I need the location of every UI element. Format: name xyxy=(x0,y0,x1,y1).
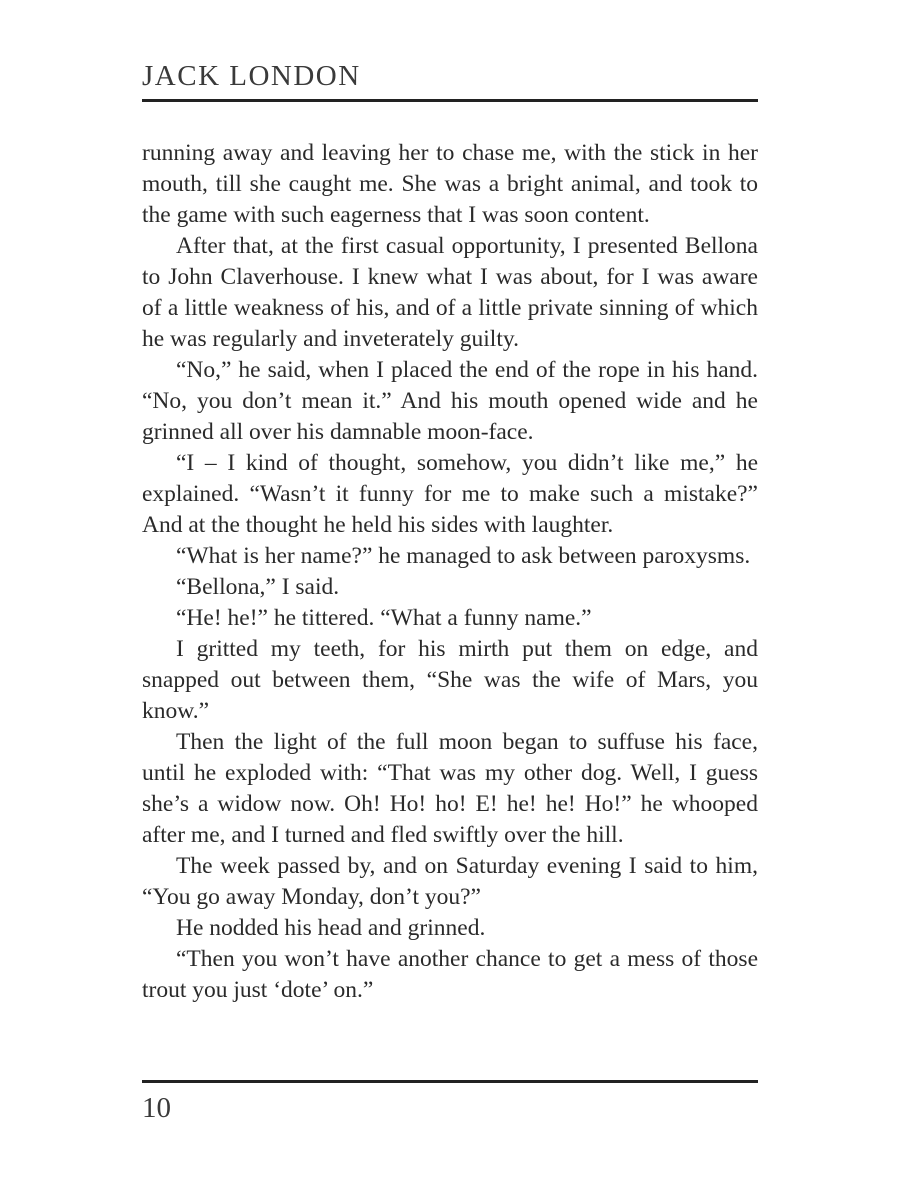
running-head: JACK LONDON xyxy=(142,60,361,92)
paragraph: I gritted my teeth, for his mirth put them on edge, and snapped out between them, “She was the wife of Mars, you know.” xyxy=(142,636,758,724)
paragraph: “What is her name?” he managed to ask between paroxysms. xyxy=(176,543,751,569)
paragraph: “He! he!” he tittered. “What a funny name.” xyxy=(176,605,592,631)
body-text xyxy=(142,138,758,1006)
paragraph: The week passed by, and on Saturday evening I said to him, “You go away Monday, don’t you?” xyxy=(142,853,758,910)
paragraph: “I – I kind of thought, somehow, you didn’t like me,” he explained. “Wasn’t it funny for me to make such a mistake?” And at the thought he held his sides with laughter. xyxy=(142,450,758,538)
paragraph: Then the light of the full moon began to suffuse his face, until he exploded with: “That was my other dog. Well, I guess she’s a widow now. Oh! Ho! ho! E! he! he! Ho!” he whooped after me, and I turned and fled swiftly over the hill. xyxy=(142,729,758,848)
paragraph: “Bellona,” I said. xyxy=(176,574,340,600)
paragraph: He nodded his head and grinned. xyxy=(176,915,486,941)
paragraph: “No,” he said, when I placed the end of the rope in his hand. “No, you don’t mean it.” And his mouth opened wide and he grinned all over his damnable moon-face. xyxy=(142,357,758,445)
paragraph: After that, at the first casual opportunity, I presented Bellona to John Claverhouse. I knew what I was about, for I was aware of a little weakness of his, and of a little private sinning of which he was regularly and inveterately guilty. xyxy=(142,233,758,352)
paragraph: “Then you won’t have another chance to get a mess of those trout you just ‘dote’ on.” xyxy=(142,946,758,1003)
header-rule xyxy=(142,99,758,102)
footer-rule xyxy=(142,1080,758,1083)
paragraph: running away and leaving her to chase me, with the stick in her mouth, till she caught me. She was a bright animal, and took to the game with such eagerness that I was soon content. xyxy=(142,140,758,228)
page-number: 10 xyxy=(142,1092,171,1124)
